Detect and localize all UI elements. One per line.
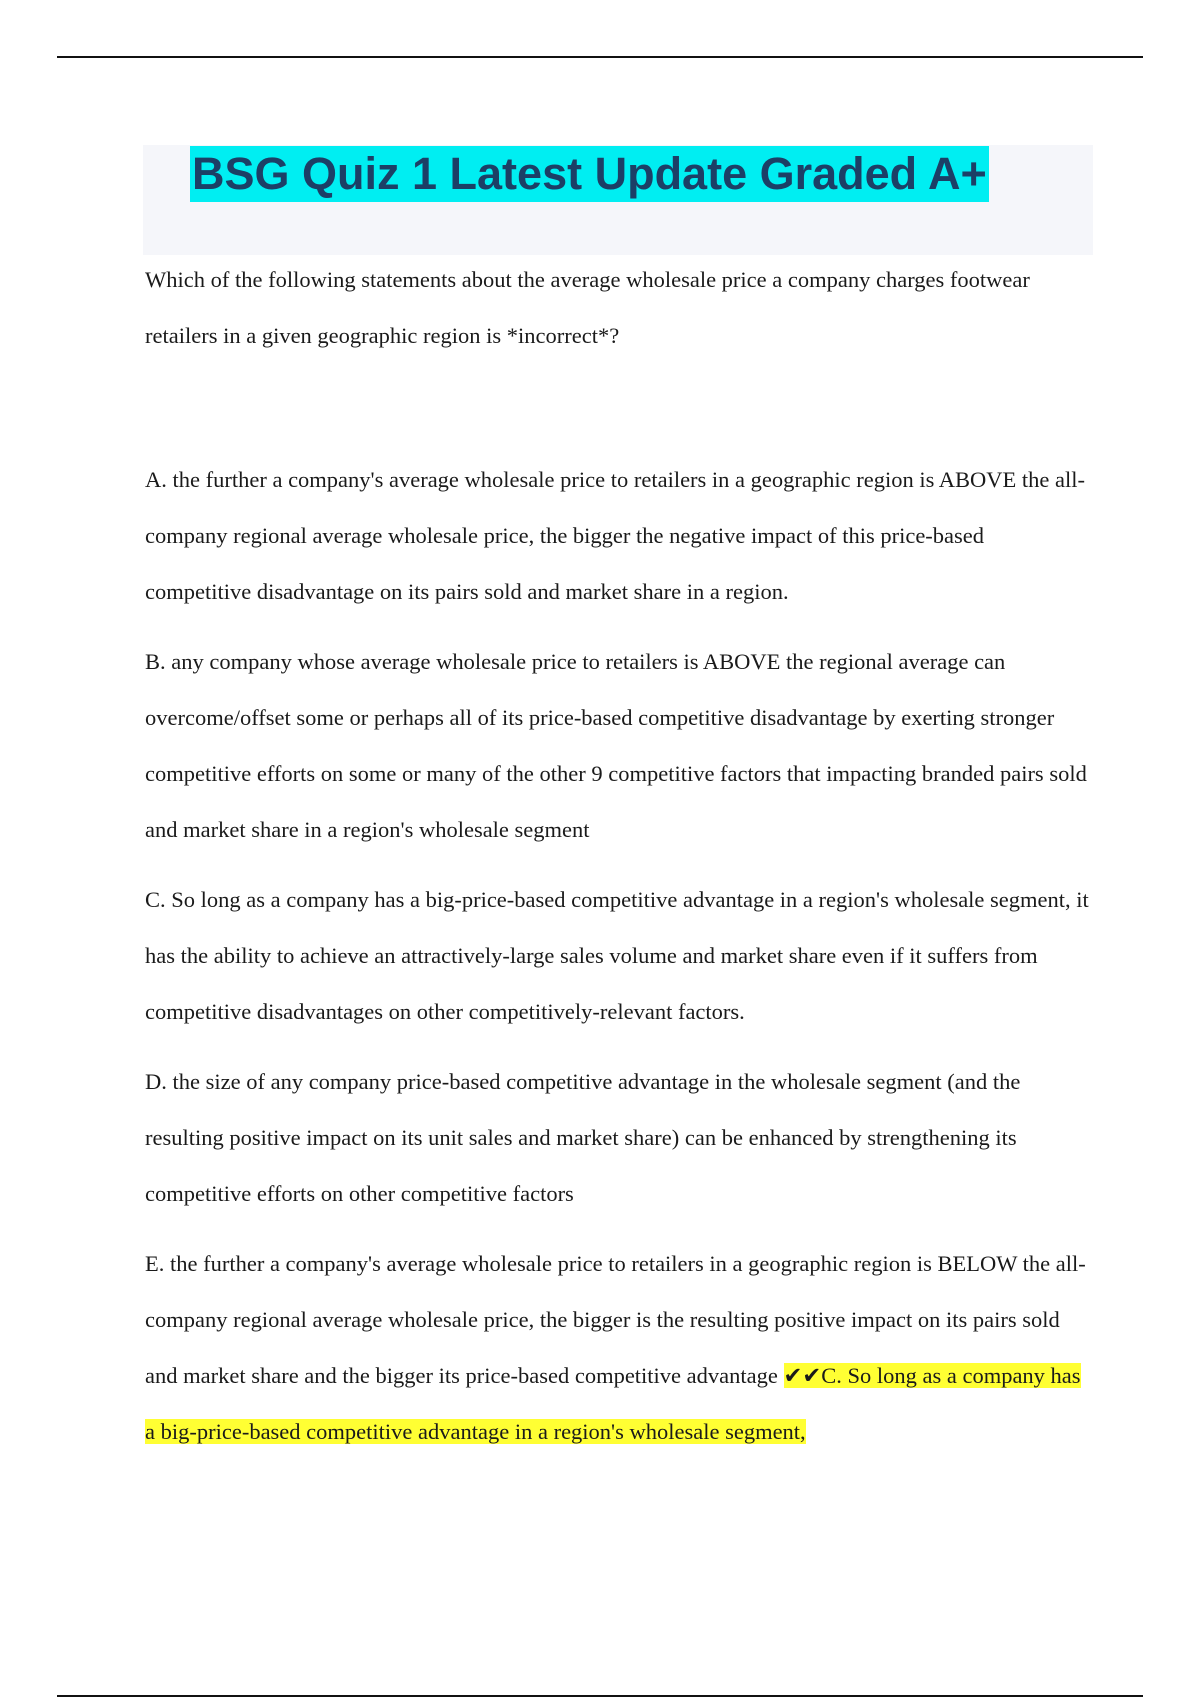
answer-highlight: ✔✔C. So long as a company has a big-price-based competitive advantage in a region's wholesale segment, xyxy=(145,1363,1081,1444)
bottom-rule xyxy=(57,1695,1143,1697)
option-b: B. any company whose average wholesale price to retailers is ABOVE the regional average can overcome/offset some or perhaps all of its price-based competitive disadvantage by exerting stronger competitive efforts on some or many of the other 9 competitive factors that impacting branded pairs sold and market share in a region's wholesale segment xyxy=(145,649,1087,842)
document-title: BSG Quiz 1 Latest Update Graded A+ xyxy=(190,146,989,202)
quiz-content xyxy=(145,252,1095,1474)
option-d: D. the size of any company price-based competitive advantage in the wholesale segment (and the resulting positive impact on its unit sales and market share) can be enhanced by strengthening its competitive efforts on other competitive factors xyxy=(145,1069,1021,1206)
option-a: A. the further a company's average wholesale price to retailers in a geographic region is ABOVE the all-company regional average wholesale price, the bigger the negative impact of this price-based competitive disadvantage on its pairs sold and market share in a region. xyxy=(145,467,1085,604)
top-rule xyxy=(57,56,1143,58)
option-c: C. So long as a company has a big-price-based competitive advantage in a region's wholesale segment, it has the ability to achieve an attractively-large sales volume and market share even if it suffers from competitive disadvantages on other competitively-relevant factors. xyxy=(145,887,1089,1024)
question-text: Which of the following statements about the average wholesale price a company charges footwear retailers in a given geographic region is *incorrect*? xyxy=(145,267,1030,348)
option-e: E. the further a company's average wholesale price to retailers in a geographic region is BELOW the all-company regional average wholesale price, the bigger is the resulting positive impact on its pairs sold and market share and the bigger its price-based competitive advantage xyxy=(145,1251,1086,1388)
option-e-with-answer xyxy=(145,1236,1095,1460)
